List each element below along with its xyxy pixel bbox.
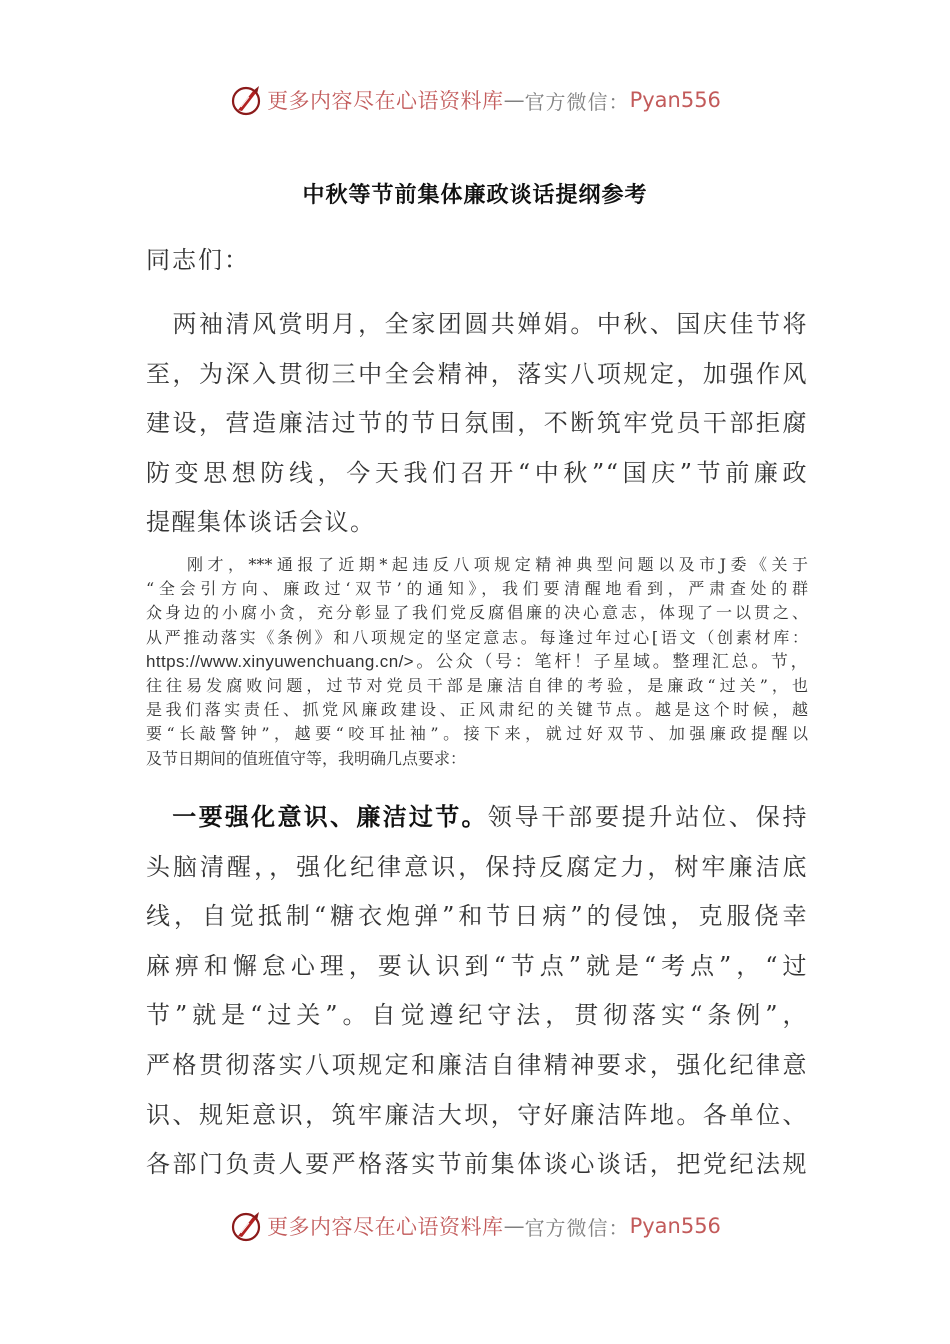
text-run: 领导干部要提升站位、保持 [487,803,809,831]
paragraph-notice [146,553,808,771]
text-line: 识、规矩意识，筑牢廉洁大坝，守好廉洁阵地。各单位、 [146,1100,808,1129]
text-line: 是我们落实责任、抓党风廉政建设、正风肃纪的关键节点。越是这个时候，越 [146,700,808,720]
text-line: 从严推动落实《条例》和八项规定的坚定意志。每逢过年过心[语文（创素材库： [146,627,808,647]
banner-text: 更多内容尽在心语资料库 [267,1215,504,1239]
text-line: 要“长敲警钟”，越要“咬耳扯袖”。接下来，就过好双节、加强廉政提醒以 [146,724,808,744]
text-line: 头脑清醒，，强化纪律意识，保持反腐定力，树牢廉洁底 [146,852,808,881]
paragraph-requirement-one [146,793,808,1190]
banner-wechat-id: Pyan556 [629,1214,721,1238]
text-line: 两袖清风赏明月，全家团圆共婵娟。中秋、国庆佳节将 [146,310,808,338]
text-line: 线，自觉抵制“糖衣炮弹”和节日病”的侵蚀，克服侥幸 [146,902,808,931]
text-line: 建设，营造廉洁过节的节日氛围，不断筑牢党员干部拒腐 [146,409,808,437]
quill-pen-logo-icon [229,83,263,117]
banner-wechat-label: 官方微信： [524,89,630,114]
text-line: 往往易发腐败问题，过节对党员干部是廉洁自律的考验，是廉政“过关”，也 [146,676,808,696]
text-line: 至，为深入贯彻三中全会精神，落实八项规定，加强作风 [146,359,808,388]
banner-separator: — [503,1214,525,1238]
text-line: 节”就是“过关”。自觉遵纪守法，贯彻落实“条例”， [146,1001,808,1030]
text-line: 提醒集体谈话会议。 [146,508,376,536]
banner-wechat-label: 官方微信： [524,1215,630,1240]
section-heading: 一要强化意识、廉洁过节。 [146,803,488,831]
header-banner [0,80,950,120]
text-line [146,793,808,843]
text-line: 各部门负责人要严格落实节前集体谈心谈话，把党纪法规 [146,1150,808,1179]
text-line: 众身边的小腐小贪，充分彰显了我们党反腐倡廉的决心意志，体现了一以贯之、 [146,603,808,623]
text-line: 麻痹和懈怠心理，要认识到“节点”就是“考点”，“过 [146,951,808,980]
banner-text: 更多内容尽在心语资料库 [267,89,504,113]
text-line: 防变思想防线，今天我们召开“中秋”“国庆”节前廉政 [146,458,808,487]
text-line: 及节日期间的值班值守等，我明确几点要求： [146,748,467,768]
quill-pen-logo-icon [229,1209,263,1243]
banner-wechat-id: Pyan556 [629,88,721,112]
document-title: 中秋等节前集体廉政谈话提纲参考 [302,183,648,208]
footer-banner [0,1206,950,1246]
text-line-url: https://www.xinyuwenchuang.cn/>。公众（号：笔杆！子星域。整理汇总。节， [146,651,808,671]
paragraph-intro [146,300,808,548]
text-line: “全会引方向、廉政过‘双节’的通知》，我们要清醒地看到，严肃查处的群 [146,579,808,599]
text-line: 严格贯彻落实八项规定和廉洁自律精神要求，强化纪律意 [146,1050,808,1079]
greeting: 同志们： [146,246,250,274]
text-line: 刚才，***通报了近期*起违反八项规定精神典型问题以及市J委《关于 [146,555,808,574]
banner-separator: — [503,88,525,112]
